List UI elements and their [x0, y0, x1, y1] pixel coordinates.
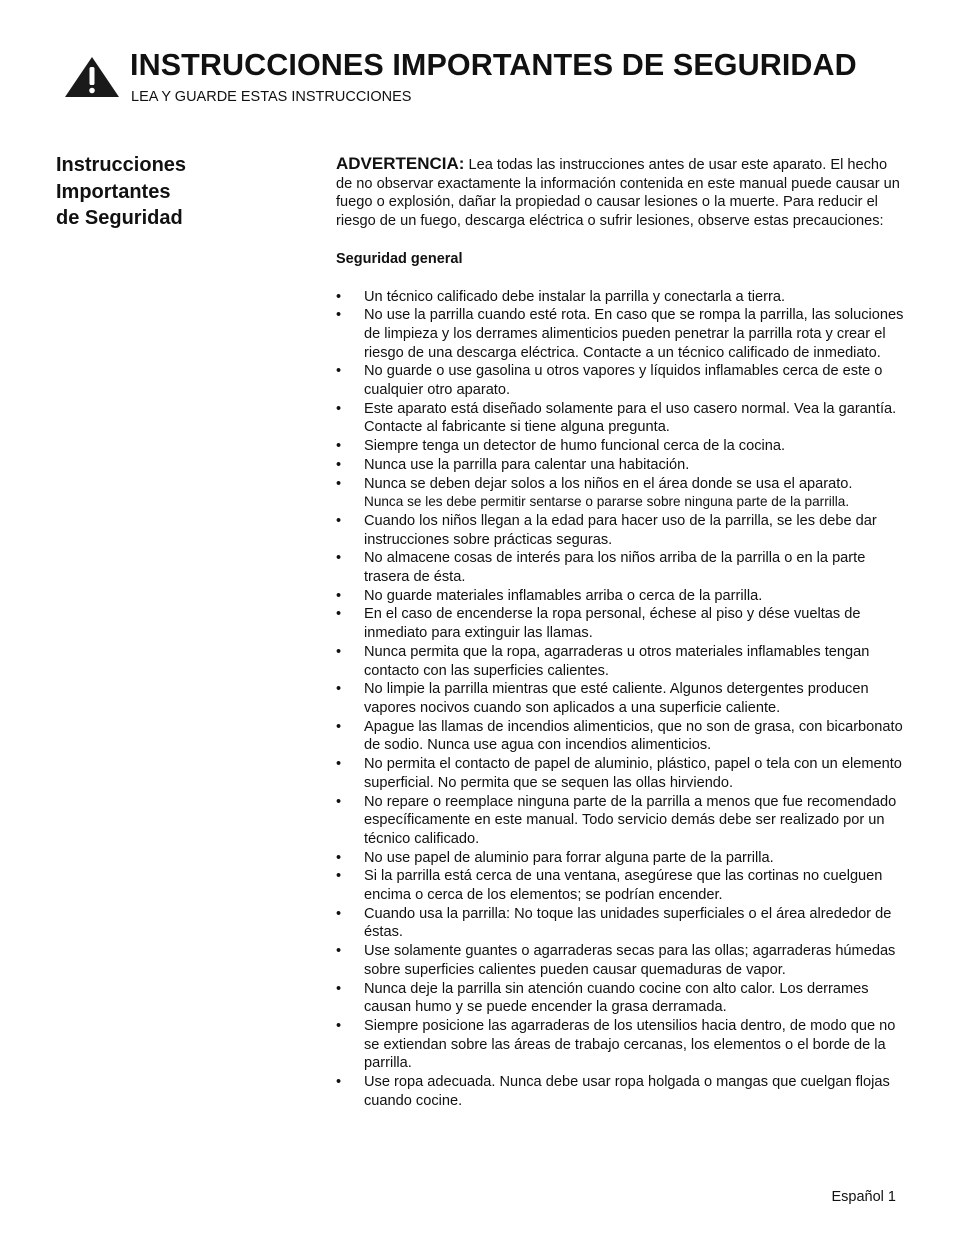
warning-text: Lea todas las instrucciones antes de usar este aparato. El hecho de no observar exactamente la información contenida en este manual puede causar un fuego o explosión, dañar la propiedad o causar lesiones o la muerte. Para reducir el riesgo de un fuego, descarga eléctrica o sufrir lesiones, observe estas precauciones: — [336, 157, 900, 230]
safety-list-item — [336, 512, 904, 549]
safety-list-item-text: No permita el contacto de papel de aluminio, plástico, papel o tela con un elemento superficial. No permita que se sequen las ollas hirviendo. — [364, 756, 902, 791]
subsection-title: Seguridad general — [336, 250, 463, 267]
safety-list-item — [336, 905, 904, 942]
safety-list-item-text: No almacene cosas de interés para los niños arriba de la parrilla o en la parte trasera de ésta. — [364, 550, 866, 586]
safety-list-item — [336, 549, 904, 586]
safety-list-item-text: No use papel de aluminio para forrar alguna parte de la parrilla. — [364, 849, 774, 866]
main-content — [336, 155, 904, 1110]
safety-list-item — [336, 718, 904, 755]
safety-list-item-text: Este aparato está diseñado solamente para el uso casero normal. Vea la garantía. Contacte al fabricante si tiene alguna pregunta. — [364, 400, 897, 436]
safety-list-item-text: Cuando usa la parrilla: No toque las unidades superficiales o el área alrededor de éstas. — [364, 905, 892, 941]
safety-list-item — [336, 680, 904, 717]
safety-list-item-text: Si la parrilla está cerca de una ventana, asegúrese que las cortinas no cuelguen encima o cerca de los elementos; se podrían encender. — [364, 868, 883, 904]
safety-list-item — [336, 437, 904, 456]
safety-list-item-text: Nunca use la parrilla para calentar una habitación. — [364, 456, 690, 473]
safety-list-item-note: Nunca se les debe permitir sentarse o pararse sobre ninguna parte de la parrilla. — [364, 494, 850, 510]
safety-list-item-text: No guarde o use gasolina u otros vapores y líquidos inflamables cerca de este o cualquier otro aparato. — [364, 363, 883, 399]
section-heading — [56, 152, 276, 232]
safety-list-item — [336, 306, 904, 362]
safety-list-item — [336, 605, 904, 642]
safety-list-item — [336, 475, 904, 512]
safety-list-item — [336, 362, 904, 399]
safety-list-item-text: Siempre tenga un detector de humo funcional cerca de la cocina. — [364, 438, 786, 455]
safety-list-item-text: No guarde materiales inflamables arriba o cerca de la parrilla. — [364, 587, 763, 604]
section-heading-line: Importantes — [56, 180, 171, 203]
safety-list-item-text: Un técnico calificado debe instalar la parrilla y conectarla a tierra. — [364, 288, 785, 305]
safety-list-item-text: Use solamente guantes o agarraderas secas para las ollas; agarraderas húmedas sobre superficies calientes pueden causar quemaduras de vapor. — [364, 943, 896, 978]
safety-list-item — [336, 793, 904, 849]
safety-list-item-text: No use la parrilla cuando esté rota. En caso que se rompa la parrilla, las soluciones de limpieza y los derrames alimenticios pueden penetrar la parrilla rota y crear el riesgo de una descarga eléctrica. Contacte a un técnico calificado de inmediato. — [364, 307, 904, 361]
safety-list-item — [336, 587, 904, 606]
warning-label: ADVERTENCIA: — [336, 154, 465, 173]
safety-list-item — [336, 942, 904, 979]
safety-list-item-text: Cuando los niños llegan a la edad para hacer uso de la parrilla, se les debe dar instrucciones sobre prácticas seguras. — [364, 512, 877, 548]
safety-list-item-text: No repare o reemplace ninguna parte de la parrilla a menos que fue recomendado específicamente en este manual. Todo servicio demás debe ser realizado por un técnico calificado. — [364, 793, 897, 847]
warning-triangle-icon — [64, 56, 120, 98]
safety-list-item — [336, 400, 904, 437]
safety-list-item — [336, 849, 904, 868]
safety-list-item-text: Nunca permita que la ropa, agarraderas u otros materiales inflamables tengan contacto con las superficies calientes. — [364, 643, 870, 679]
safety-list — [336, 288, 904, 1111]
safety-list-item-text: Use ropa adecuada. Nunca debe usar ropa holgada o mangas que cuelgan flojas cuando cocine. — [364, 1074, 890, 1109]
safety-list-item — [336, 643, 904, 680]
safety-list-item-text: No limpie la parrilla mientras que esté caliente. Algunos detergentes producen vapores nocivos cuando son aplicados a una superficie caliente. — [364, 681, 869, 716]
page-title: INSTRUCCIONES IMPORTANTES DE SEGURIDAD — [130, 48, 857, 82]
safety-list-item-text: Nunca se deben dejar solos a los niños en el área donde se usa el aparato. — [364, 475, 853, 492]
safety-list-item — [336, 980, 904, 1017]
safety-list-item-text: Nunca deje la parrilla sin atención cuando cocine con alto calor. Los derrames causan humo y se puede encender la grasa derramada. — [364, 980, 869, 1016]
safety-list-item-text: Apague las llamas de incendios alimenticios, que no son de grasa, con bicarbonato de sodio. Nunca use agua con incendios alimenticios. — [364, 718, 903, 754]
safety-list-item — [336, 1073, 904, 1110]
safety-list-item — [336, 1017, 904, 1073]
safety-list-item-text: Siempre posicione las agarraderas de los utensilios hacia dentro, de modo que no se extiendan sobre las áreas de trabajo cercanas, los elementos o el borde de la parrilla. — [364, 1017, 896, 1072]
safety-list-item — [336, 456, 904, 475]
section-heading-line: de Seguridad — [56, 207, 183, 229]
safety-list-item-text: En el caso de encenderse la ropa personal, échese al piso y dése vueltas de inmediato para extinguir las llamas. — [364, 606, 861, 642]
page-number: Español 1 — [831, 1189, 896, 1205]
warning-paragraph — [336, 155, 904, 231]
safety-list-item — [336, 755, 904, 792]
page-subtitle: LEA Y GUARDE ESTAS INSTRUCCIONES — [131, 89, 412, 105]
safety-list-item — [336, 867, 904, 904]
section-heading-line: Instrucciones — [56, 154, 187, 176]
safety-list-item — [336, 288, 904, 307]
